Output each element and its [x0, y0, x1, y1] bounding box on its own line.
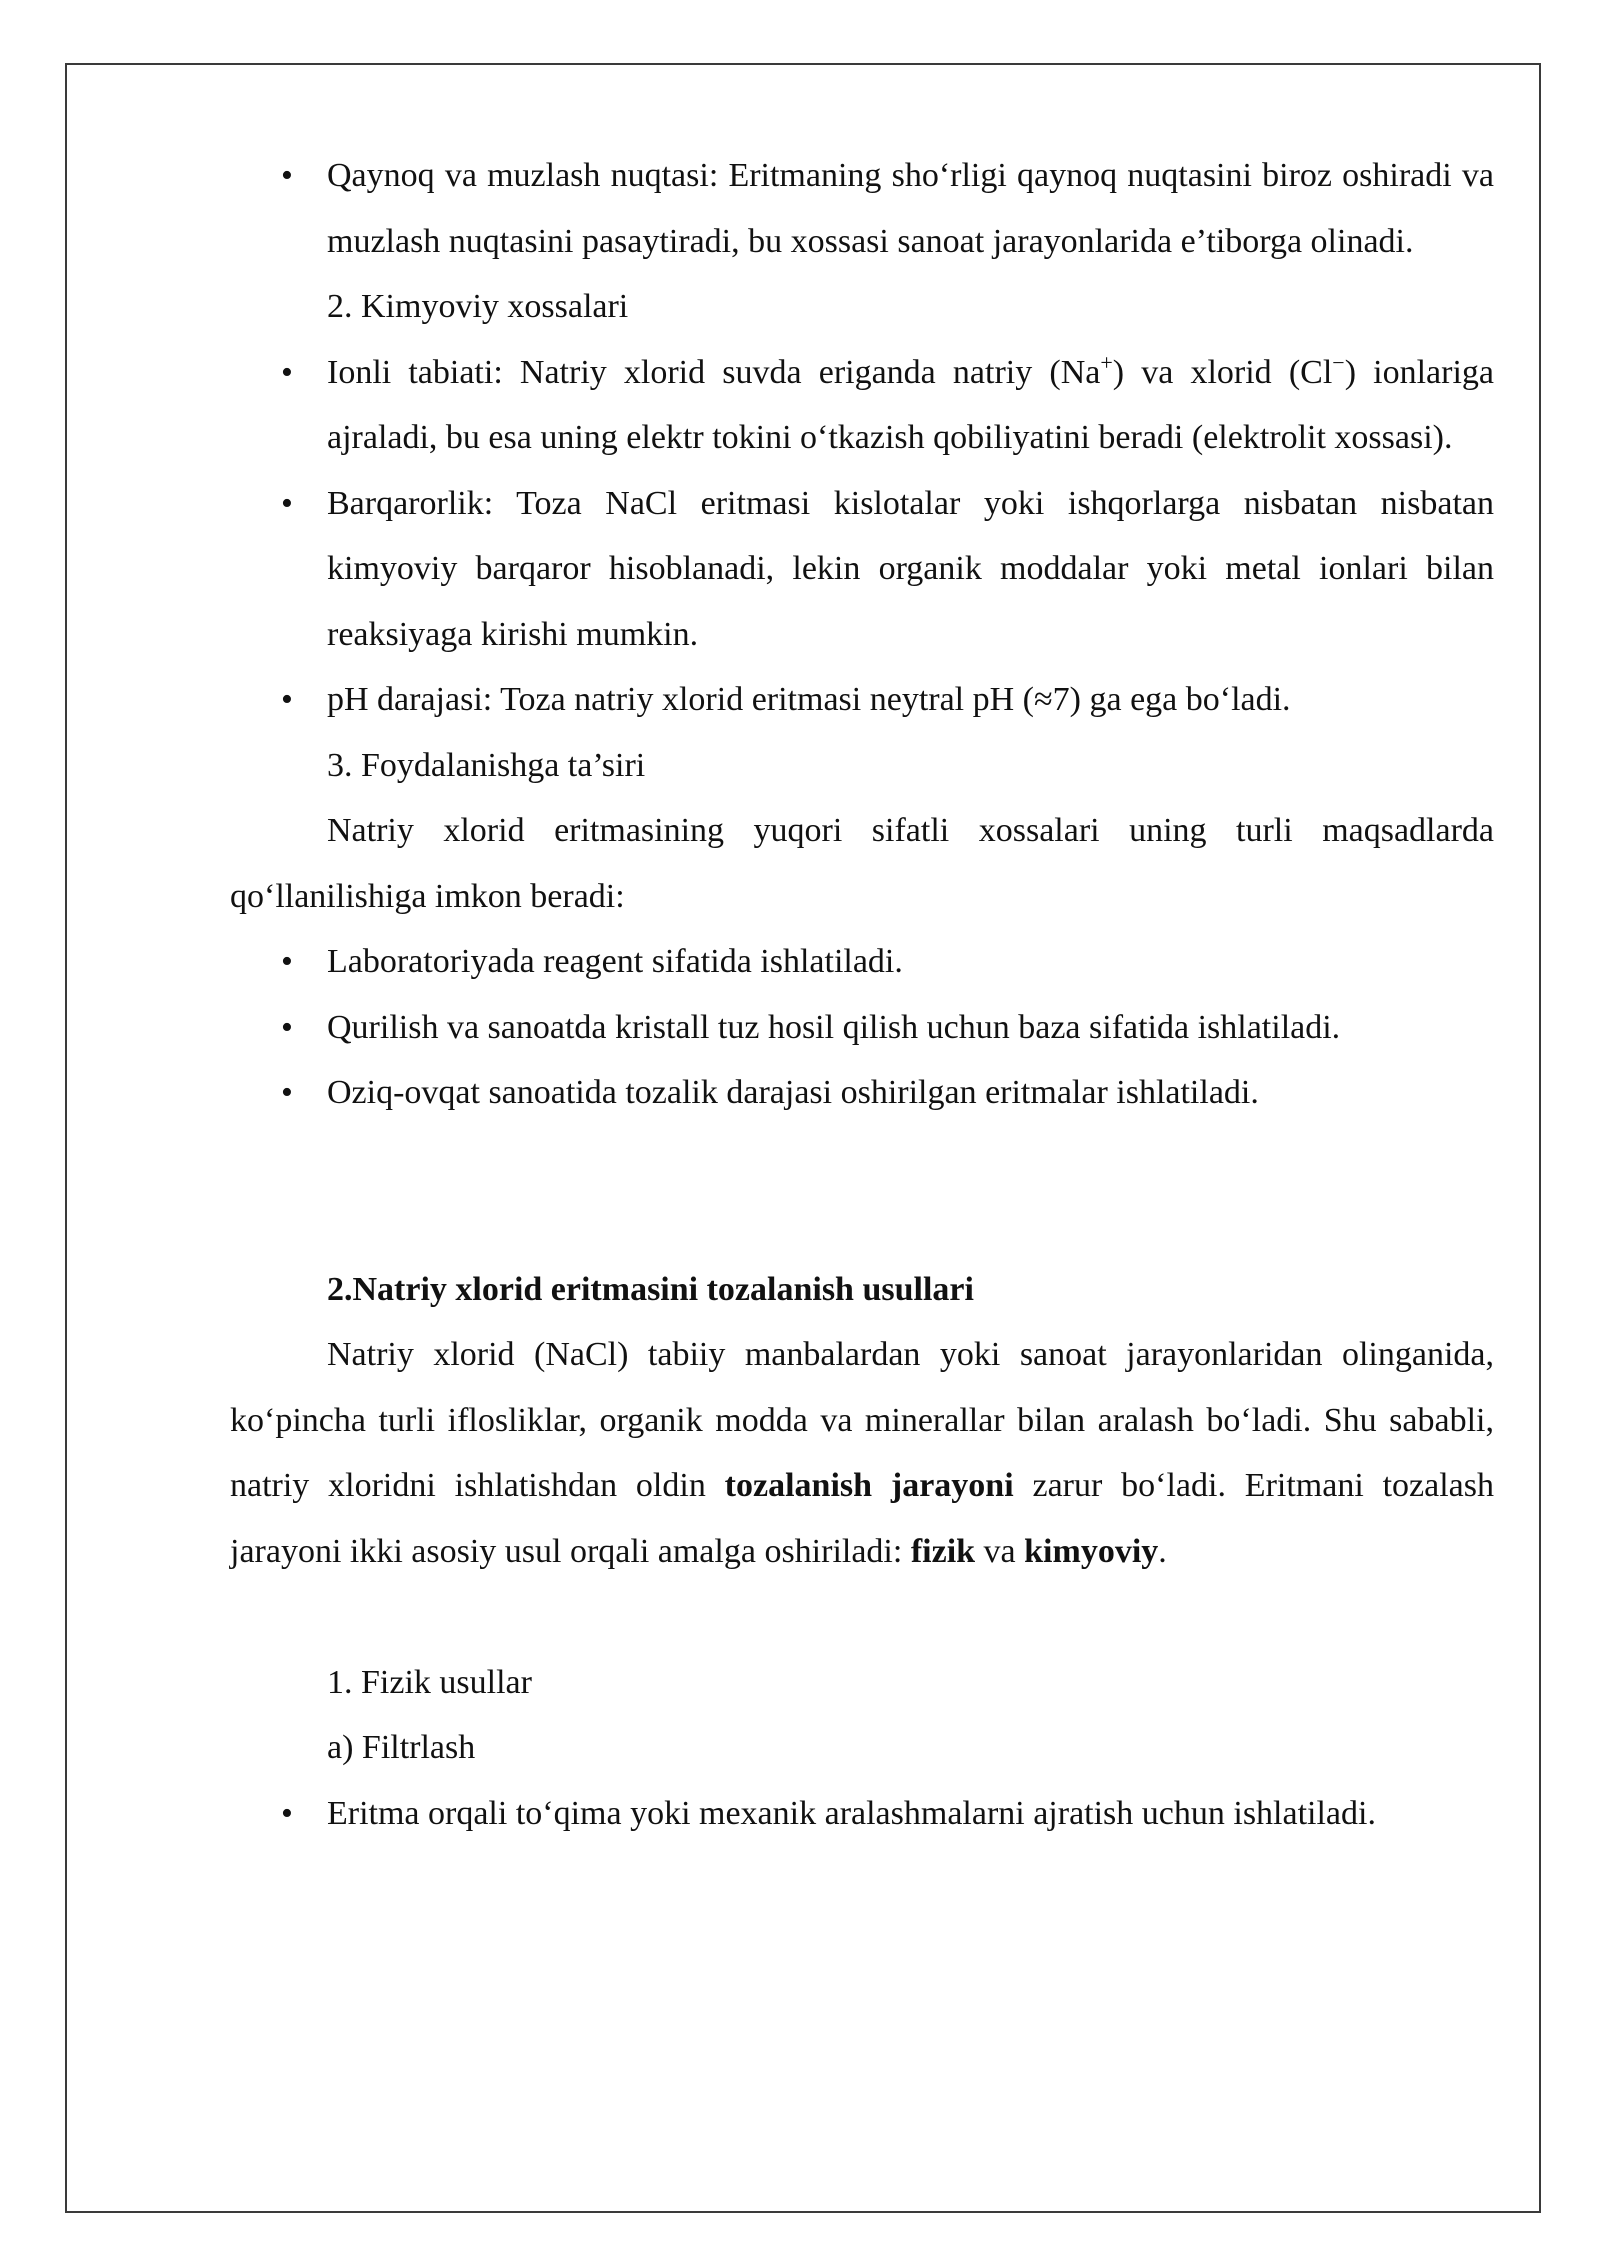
subheading-kimyoviy: 2. Kimyoviy xossalari	[327, 288, 629, 325]
list-item: • Eritma orqali to‘qima yoki mexanik aralashmalarni ajratish uchun ishlatiladi.	[230, 1781, 1494, 1847]
list-item: • Laboratoriyada reagent sifatida ishlatiladi.	[230, 929, 1494, 995]
subheading-fizik: 1. Fizik usullar	[327, 1663, 532, 1701]
bullet-icon: •	[281, 157, 293, 194]
list-item: • pH darajasi: Toza natriy xlorid eritmasi neytral pH (≈7) ga ega bo‘ladi.	[230, 667, 1494, 733]
subheading-foydalanish: 3. Foydalanishga ta’siri	[327, 746, 646, 784]
subheading-filtrlash: a) Filtrlash	[327, 1729, 476, 1766]
list-item: • Ionli tabiati: Natriy xlorid suvda eriganda natriy (Na+) va xlorid (Cl−) ionlariga ajraladi, bu esa uning elektr tokini o‘tkazish qobiliyatini beradi (elektrolit xossasi).	[230, 340, 1494, 471]
bullet-icon: •	[281, 943, 293, 980]
document-body	[230, 143, 1494, 1846]
list-item: • Barqarorlik: Toza NaCl eritmasi kislotalar yoki ishqorlarga nisbatan nisbatan kimyoviy barqaror hisoblanadi, lekin organik moddalar yoki metal ionlari bilan reaksiyaga kirishi mumkin.	[230, 471, 1494, 668]
section-title: 2.Natriy xlorid eritmasini tozalanish usullari	[327, 1270, 974, 1308]
bullet-icon: •	[281, 353, 293, 391]
bullet-icon: •	[281, 1074, 293, 1111]
spacer	[230, 1126, 1494, 1257]
bullet-icon: •	[281, 1008, 293, 1046]
list-item: • Qaynoq va muzlash nuqtasi: Eritmaning sho‘rligi qaynoq nuqtasini biroz oshiradi va muzlash nuqtasini pasaytiradi, bu xossasi sanoat jarayonlarida e’tiborga olinadi.	[230, 143, 1494, 274]
bullet-icon: •	[281, 484, 293, 522]
bullet-icon: •	[281, 681, 293, 718]
paragraph-foydalanish: Natriy xlorid eritmasining yuqori sifatli xossalari uning turli maqsadlarda qo‘llanilishiga imkon beradi:	[230, 812, 1494, 915]
list-item: • Qurilish va sanoatda kristall tuz hosil qilish uchun baza sifatida ishlatiladi.	[230, 995, 1494, 1061]
bullet-icon: •	[281, 1794, 293, 1832]
list-item: • Oziq-ovqat sanoatida tozalik darajasi oshirilgan eritmalar ishlatiladi.	[230, 1060, 1494, 1126]
spacer	[230, 1584, 1494, 1650]
paragraph-main: Natriy xlorid (NaCl) tabiiy manbalardan yoki sanoat jarayonlaridan olinganida, ko‘pincha turli iflosliklar, organik modda va minerallar bilan aralash bo‘ladi. Shu sababli, natriy xloridni ishlatishdan oldin tozalanish jarayoni zarur bo‘ladi. Eritmani tozalash jarayoni ikki asosiy usul orqali amalga oshiriladi: fizik va kimyoviy.	[230, 1336, 1495, 1570]
